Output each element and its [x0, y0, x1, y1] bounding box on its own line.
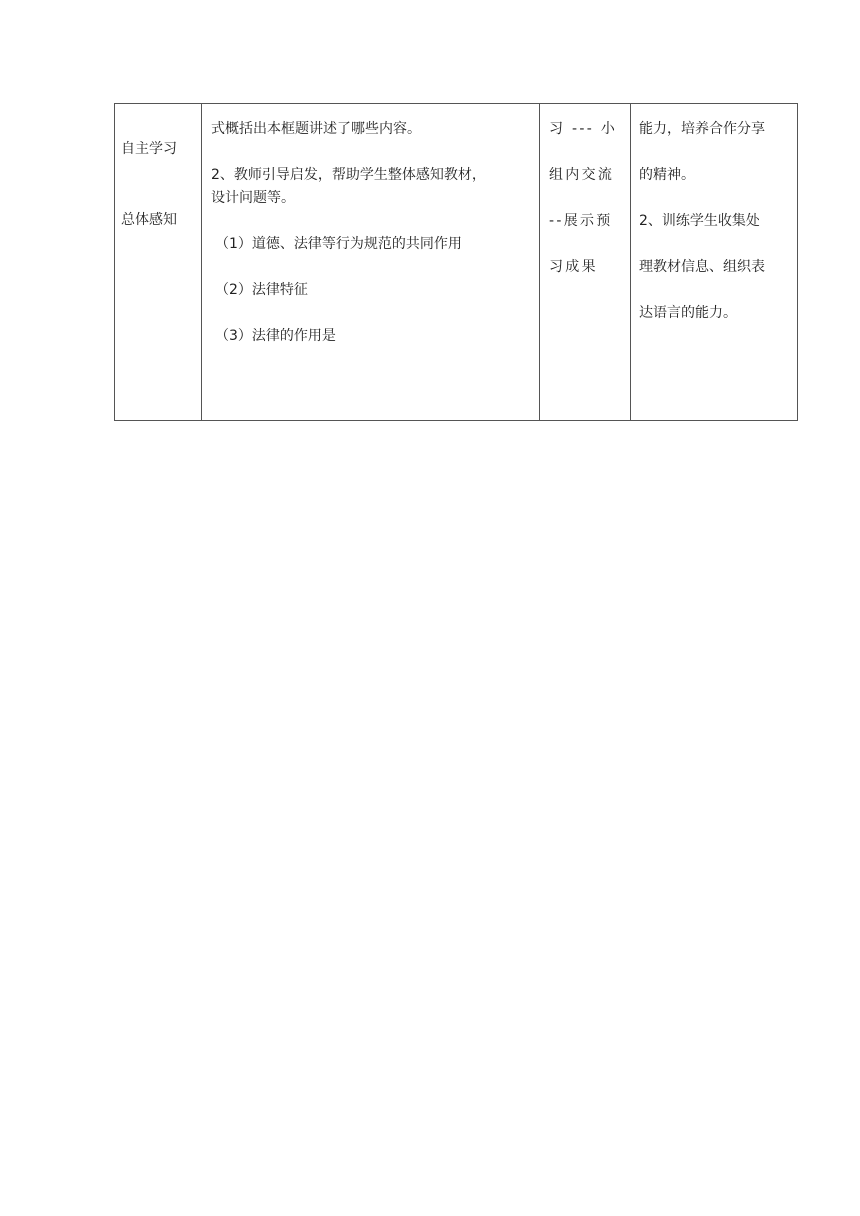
stage-cell: [115, 104, 202, 421]
student-activity-text: 习成果: [549, 259, 598, 275]
question-item: （2）法律特征: [215, 282, 308, 298]
student-activity-text: --展示预: [549, 213, 613, 229]
table-row: [115, 104, 798, 421]
stage-sublabel: 总体感知: [121, 212, 177, 228]
design-intent-text: 理教材信息、组织表: [639, 259, 765, 275]
student-activity-cell: [540, 104, 631, 421]
design-intent-text: 能力，培养合作分享: [639, 121, 765, 137]
activity-text: 2、教师引导启发，帮助学生整体感知教材，: [211, 167, 486, 183]
design-intent-text: 达语言的能力。: [639, 305, 737, 321]
question-item: （3）法律的作用是: [215, 328, 336, 344]
activity-text: 设计问题等。: [211, 190, 295, 206]
student-activity-text: 习 --- 小: [549, 121, 618, 137]
design-intent-cell: [631, 104, 798, 421]
activity-text: 式概括出本框题讲述了哪些内容。: [211, 121, 421, 137]
question-item: （1）道德、法律等行为规范的共同作用: [215, 236, 462, 252]
stage-label: 自主学习: [121, 141, 177, 157]
design-intent-text: 的精神。: [639, 167, 695, 183]
student-activity-text: 组内交流: [549, 167, 615, 183]
teacher-activity-cell: [202, 104, 540, 421]
lesson-plan-table: [114, 103, 798, 421]
design-intent-text: 2、训练学生收集处: [639, 213, 760, 229]
